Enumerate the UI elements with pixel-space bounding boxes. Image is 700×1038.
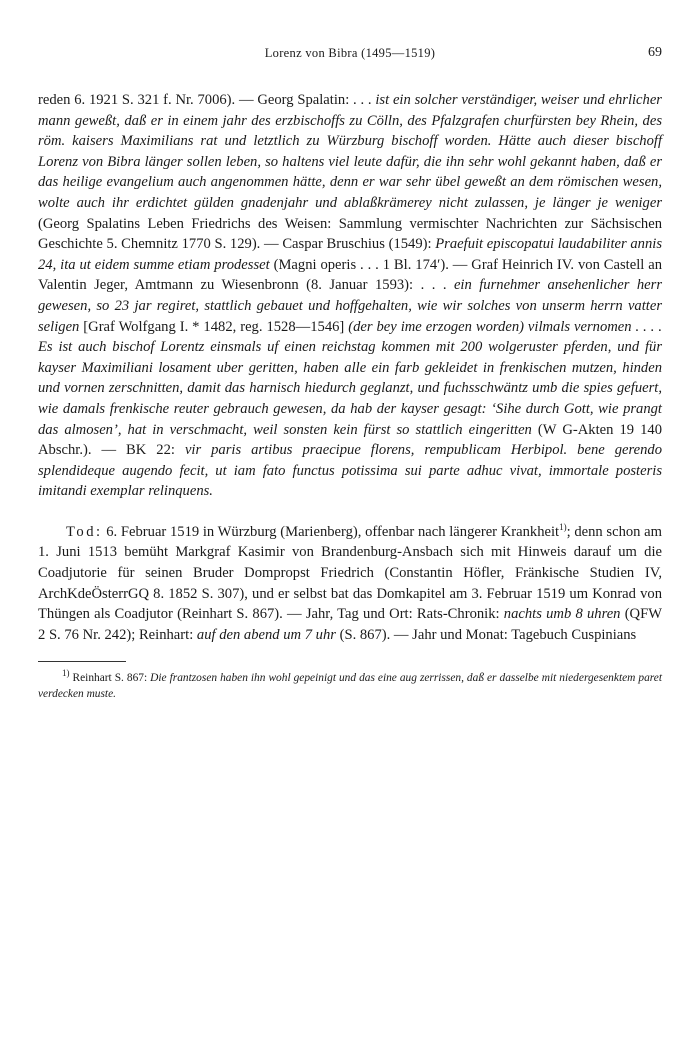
- citation-text: (Magni operis . . . 1 Bl. 174′). — Graf Heinrich IV. von Castell an Valentin Jeger, Amtmann zu Wiesenbronn (8. Januar 1593): . . .: [38, 256, 662, 294]
- footnote-quote: Die frantzosen haben ihn wohl gepeinigt und das eine aug zerrissen, daß er dasselbe mit niedergesenktem paret verdecken muste.: [38, 672, 663, 701]
- quotation-text: (der bey ime erzogen worden) vilmals vernomen . . . . Es ist auch bischof Lorentz einsmals uf einen reichstag kommen mit 200 wolgeruster pferden, und für kayser Maximiliani losament uber geritten, haben alle ein farb gekleidet in frenkischen mutzen, hinden und vornen zerschnitten, damit das harnisch hiedurch geglanzt, und fuchsschwäntz umb die spies gefuert, wie damals frenkische reuter gebrauch gewesen, da hab der kayser gesagt: ‘Sihe durch Gott, wie prangt das almosen’, hat in verschmacht, weil sonsten kein fürst so stattlich eingeritten: [38, 318, 662, 438]
- page-number: 69: [648, 45, 662, 60]
- section-heading-tod: Tod:: [66, 523, 103, 540]
- running-header: [38, 46, 662, 66]
- paragraph-quotations: [38, 90, 662, 502]
- death-text-a: 6. Februar 1519 in Würzburg (Marienberg), offenbar nach längerer Krankheit: [102, 523, 560, 540]
- footnote: [38, 670, 662, 702]
- citation-text: (Georg Spalatins Leben Friedrichs des Weisen: Sammlung vermischter Nachrichten zur Sächsischen Geschichte 5. Chemnitz 1770 S. 129). — Caspar Bruschius (1549):: [38, 215, 662, 253]
- death-quote-a: nachts umb 8 uhren: [503, 606, 621, 623]
- citation-text: (W G-Akten 19 140 Abschr.). — BK 22:: [38, 421, 662, 459]
- death-text-b: ; denn schon am 1. Juni 1513 bemüht Markgraf Kasimir von Brandenburg-Ansbach sich mit Hinweis darauf um die Coadjutorie für seinen Bruder Dompropst Friedrich (Constantin Höfler, Fränkische Studien IV, ArchKdeÖsterrGQ 8. 1852 S. 307), und er selbst bat das Domkapitel am 3. Februar 1519 um Konrad von Thüngen als Coadjutor (Reinhart S. 867). — Jahr, Tag und Ort: Rats-Chronik:: [38, 523, 662, 623]
- footnote-mark: 1): [62, 668, 70, 679]
- citation-text: [Graf Wolfgang I. * 1482, reg. 1528—1546]: [79, 318, 349, 335]
- quotation-text: ist ein solcher verständiger, weiser und ehrlicher mann geweßt, daß er in einem jahr des erzbischoffs zu Cölln, des Pfalzgrafen churfürsten bey Rhein, des röm. kaisers Maximilians rat und letztlich zu Würzburg bischoff worden. Hätte auch dieser bischoff Lorenz von Bibra länger sollen leben, so haltens viel leute dafür, die ihn sehr wohl gekannt haben, daß er das heilige evangelium auch angenommen hätte, denn er war sehr übel geweßt an dem römischen wesen, wolte auch ihr erdichtet gülden gnadenjahr und ablaßkrämerey nicht zulassen, je länger je weniger: [38, 92, 662, 211]
- body-text: [38, 90, 662, 645]
- running-title: Lorenz von Bibra (1495—1519): [264, 46, 436, 60]
- quotation-text: Praefuit episcopatui laudabiliter annis 24, ita ut eidem summe etiam prodesset: [38, 236, 662, 273]
- death-quote-b: auf den abend um 7 uhr: [196, 626, 336, 643]
- death-text-c: (QFW 2 S. 76 Nr. 242); Reinhart:: [38, 606, 662, 643]
- quotation-text: ein furnehmer ansehenlicher herr gewesen, so 23 jar regiret, stattlich gebauet und hoffgehalten, wie wir solches von unserm herrn vatter seligen: [38, 277, 662, 335]
- quotation-text: vir paris artibus praecipue florens, rempublicam Herbipol. bene gerendo splendideque augendo fecit, ut iam fato functus potissima sui parte adhuc vivat, immortale posteris imitandi exemplar relinquens.: [38, 442, 662, 500]
- footnote-reference[interactable]: 1): [559, 522, 567, 533]
- footnote-divider: [38, 661, 126, 662]
- death-text-d: (S. 867). — Jahr und Monat: Tagebuch Cuspinians: [335, 626, 637, 643]
- citation-text: reden 6. 1921 S. 321 f. Nr. 7006). — Georg Spalatin: . . .: [38, 92, 376, 108]
- page: [38, 46, 662, 702]
- paragraph-death: [38, 522, 662, 646]
- footnote-ref: Reinhart S. 867:: [69, 672, 151, 685]
